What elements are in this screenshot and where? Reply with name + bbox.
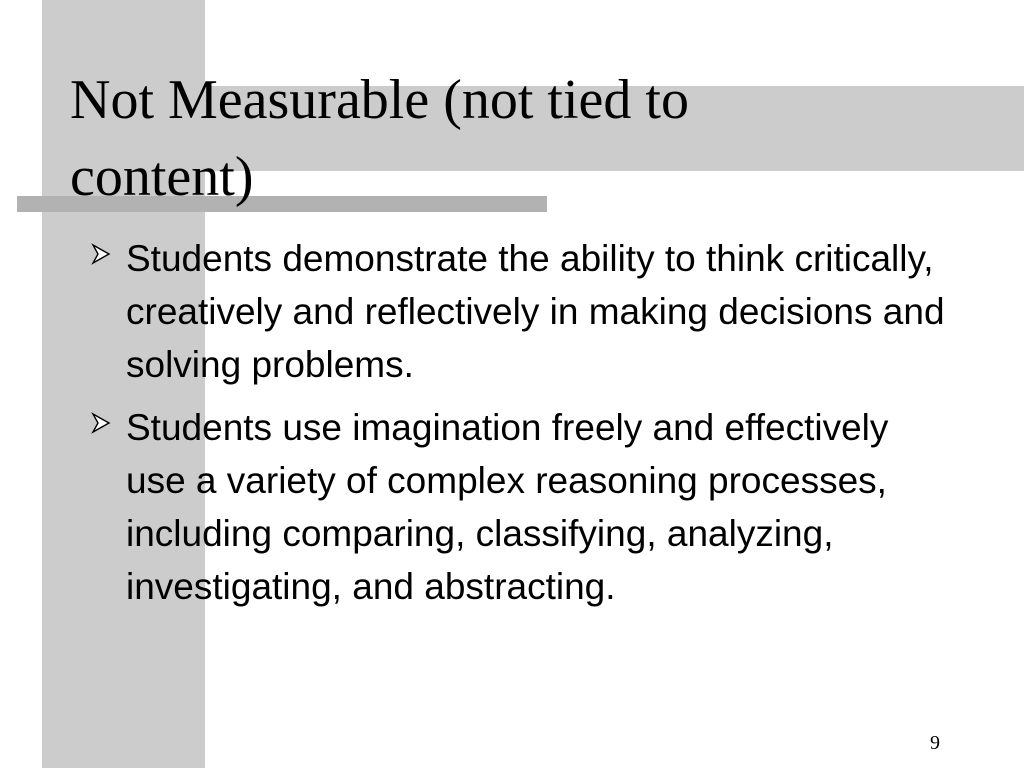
arrowhead-bullet-icon [90,243,112,265]
page-number: 9 [930,732,940,754]
bullet-text: Students use imagination freely and effectively use a variety of complex reasoning processes, including comparing, classifying, analyzing, investigating, and abstracting. [126,407,889,607]
bullet-list [88,232,948,623]
bullet-item [88,401,948,613]
bullet-text: Students demonstrate the ability to think critically, creatively and reflectively in making decisions and solving problems. [126,238,945,385]
bullet-item [88,232,948,391]
slide-title: Not Measurable (not tied to content) [70,69,689,208]
arrowhead-bullet-icon [90,412,112,434]
